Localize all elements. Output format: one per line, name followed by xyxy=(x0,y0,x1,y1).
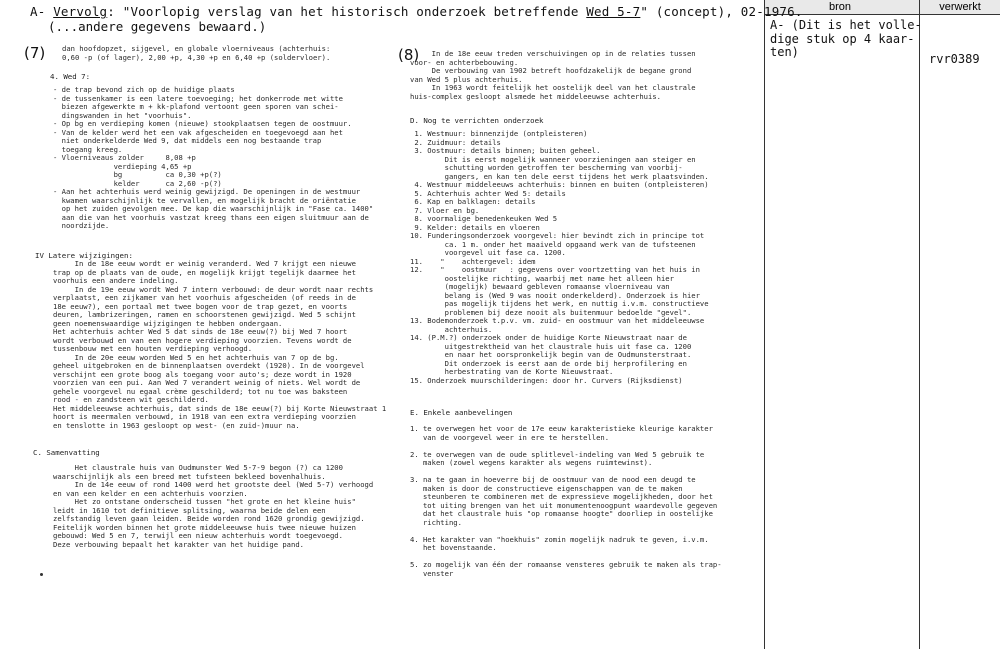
right-intro-text: In de 18e eeuw treden verschuivingen op in de relaties tussen voor- en achterbebouwing. De verbouwing van 1902 betreft hoofdzakelijk de begane grond van Wed 5 plus achterhuis. In 1963 wordt feitelijk het oostelijk deel van het claustrale huis-complex gesloopt alsmede het middeleeuwse achterhuis. xyxy=(410,49,696,101)
column-header-verwerkt: verwerkt xyxy=(939,1,981,13)
left-intro-text: dan hoofdopzet, sijgevel, en globale vloerniveaus (achterhuis: 0,60 -p (of lager), 2,00 +p, 4,30 +p en 6,40 +p (soldervloer). xyxy=(62,44,331,62)
section-4-heading: 4. Wed 7: xyxy=(50,72,91,81)
section-4-body: - de trap bevond zich op de huidige plaats - de tussenkamer is een latere toevoeging; het donkerrode met witte biezen afgewerkte m + kk-plafond vertoont geen sporen van schei- dingswanden in het "voorhuis". - Op bg en verdieping komen (nieuwe) stookplaatsen tegen de oostmuur. - Van de kelder werd het een vak afgescheiden en toegevoegd aan het niet onderkelderde Wed 9, dat middels een nog bestaande trap toegang kreeg. - Vloerniveaus zolder 8,08 +p verdieping 4,65 +p bg ca 0,30 +p(?) kelder ca 2,60 -p(?) - Aan het achterhuis werd weinig gewijzigd. De openingen in de westmuur kwamen waarschijnlijk te vervallen, en mogelijk bracht de oriëntatie op het zuiden gevolgen mee. De kap die waarschijnlijk in "Fase ca. 1400" aan die van het voorhuis vastzat kreeg thans een eigen sluitmuur aan de noordzijde. xyxy=(53,85,374,230)
bron-text: A- (Dit is het volle- dige stuk op 4 kaar- ten) xyxy=(770,18,922,59)
section-e-heading: E. Enkele aanbevelingen xyxy=(410,408,513,417)
section-d-heading: D. Nog te verrichten onderzoek xyxy=(410,116,544,125)
section-iv-heading: IV Latere wijzigingen: xyxy=(35,251,133,260)
verwerkt-code: rvr0389 xyxy=(929,52,980,66)
page-subtitle: (...andere gegevens bewaard.) xyxy=(48,19,267,34)
section-c-body: Het claustrale huis van Oudmunster Wed 5-7-9 begon (?) ca 1200 waarschijnlijk als een breed met tufsteen bekleed bovenhalhuis. In de 14e eeuw of rond 1400 werd het grootste deel (Wed 5-7) verhoogd en van een kelder en een achterhuis voorzien. Het zo ontstane onderscheid tussen "het grote en het kleine huis" leidt in 1610 tot definitieve splitsing, waarna beide delen een zelfstandig leven gaan leiden. Beide worden rond 1620 grondig gewijzigd. Feitelijk worden binnen het grote middeleeuwse huis twee nieuwe huizen gebouwd: Wed 5 en 7, terwijl een nieuw achterhuis wordt toegevoegd. Deze verbouwing bepaalt het karakter van het huidige pand. xyxy=(53,463,374,549)
section-d-list: 1. Westmuur: binnenzijde (ontpleisteren) 2. Zuidmuur: details 3. Oostmuur: details binnen; buiten geheel. Dit is eerst mogelijk wanneer voorzieningen aan steiger en schutting worden getroffen ter bescherming van voorbij- gangers, en kan ten dele eerst tijdens het werk plaatsvinden. 4. Westmuur middeleeuws achterhuis: binnen en buiten (ontpleisteren) 5. Achterhuis achter Wed 5: details 6. Kap en balklagen: details 7. Vloer en bg. 8. voormalige benedenkeuken Wed 5 9. Kelder: details en vloeren 10. Funderingsonderzoek voorgevel: hier bevindt zich in principe tot ca. 1 m. onder het maaiveld opgaand werk van de tufsteenen voorgevel uit fase ca. 1200. 11. " achtergevel: idem 12. " oostmuur : gegevens over voortzetting van het huis in oostelijke richting, waarbij met name het alleen hier (mogelijk) bewaard gebleven romaanse vloerniveau van belang is (Wed 9 was nooit onderkelderd). Onderzoek is hier pas mogelijk tijdens het werk, en nuttig i.v.m. constructieve problemen bij deze nooit als buitenmuur bedoelde "gevel". 13. Bodemonderzoek t.p.v. vm. zuid- en oostmuur van het middeleeuwse achterhuis. 14. (P.M.?) onderzoek onder de huidige Korte Nieuwstraat naar de uitgestrektheid van het claustrale huis uit fase ca. 1200 en naar het oorspronkelijk begin van de Oudmunsterstraat. Dit onderzoek is eerst aan de orde bij herprofilering en herbestrating van de Korte Nieuwstraat. 15. Onderzoek muurschilderingen: door hr. Curvers (Rijksdienst) xyxy=(410,129,709,385)
handwritten-page-number-left: (7) xyxy=(24,44,46,62)
column-divider-right xyxy=(919,0,920,649)
page-title: A- Vervolg: "Voorlopig verslag van het historisch onderzoek betreffende Wed 5-7" (concept), 02-1976. xyxy=(30,4,803,19)
handwritten-page-number-right: (8) xyxy=(398,46,420,64)
stray-dot xyxy=(40,573,43,576)
section-c-heading: C. Samenvatting xyxy=(33,448,100,457)
section-iv-body: In de 18e eeuw wordt er weinig veranderd. Wed 7 krijgt een nieuwe trap op de plaats van de oude, en mogelijk krijgt tegelijk daarmee het voorhuis een andere indeling. In de 19e eeuw wordt Wed 7 intern verbouwd: de deur wordt naar rechts verplaatst, een zijkamer van het voorhuis afgescheiden (of reeds in de 18e eeuw?), een portaal met twee bogen voor de trap gezet, en voorts deuren, lambrizeringen, ramen en schoorstenen gewijzigd. Wed 5 schijnt geen noemenswaardige wijzigingen te hebben ondergaan. Het achterhuis achter Wed 5 dat sinds de 18e eeuw(?) bij Wed 7 hoort wordt verbouwd en van een hogere verdieping voorzien. Tevens wordt de tussenbouw met een houten verdieping verhoogd. In de 20e eeuw worden Wed 5 en het achterhuis van 7 op de bg. geheel uitgebroken en de binnenplaatsen overdekt (1920). In de voorgevel verschijnt een grote boog als toegang voor auto's; deze wordt in 1920 voorzien van een pui. Aan Wed 7 verandert weinig of niets. Wel wordt de gehele voorgevel nu egaal crème geschilderd; tot nu toe was baksteen rood - en zandsteen wit geschilderd. Het middeleeuwse achterhuis, dat sinds de 18e eeuw(?) bij Korte Nieuwstraat 1 hoort is meermalen verbouwd, in 1918 van een extra verdieping voorzien en tenslotte in 1963 gesloopt op west- (en zuid-)muur na. xyxy=(53,259,387,430)
column-header-bron: bron xyxy=(828,1,852,13)
section-e-list: 1. te overwegen het voor de 17e eeuw karakteristieke kleurige karakter van de voorgevel weer in ere te herstellen. 2. te overwegen van de oude splitlevel-indeling van Wed 5 gebruik te maken (zowel wegens karakter als wegens ruimtewinst). 3. na te gaan in hoeverre bij de oostmuur van de nood een deugd te maken is door de constructieve eigenschappen van de te maken steunberen te combineren met de expressieve mogelijkheden, door het tot uiting brengen van het uit monumentenoogpunt waardevolle gegeven dat het claustrale huis "op romaanse hoogte" doorliep in oostelijke richting. 4. Het karakter van "hoekhuis" zomin mogelijk nadruk te geven, i.v.m. het bovenstaande. 5. zo mogelijk van één der romaanse vensteres gebruik te maken als trap- venster xyxy=(410,424,722,578)
column-divider-left xyxy=(764,0,765,649)
